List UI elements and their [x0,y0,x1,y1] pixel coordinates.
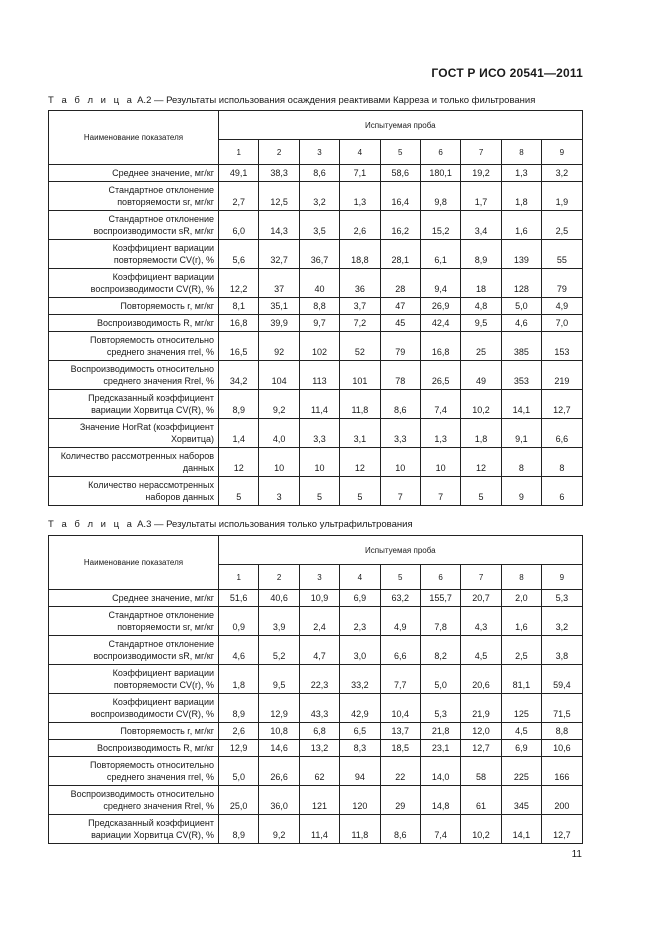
value-cell: 128 [501,269,541,298]
value-cell: 6,8 [299,723,339,740]
value-cell: 139 [501,240,541,269]
row-label: Среднее значение, мг/кг [49,590,219,607]
value-cell: 39,9 [259,315,299,332]
value-cell: 3,5 [299,211,339,240]
table-row [49,607,583,636]
row-label: Стандартное отклонение воспроизводимости sR, мг/кг [49,211,219,240]
table-row [49,590,583,607]
table-a3-header-name: Наименование показателя [49,536,219,590]
value-cell: 3,8 [542,636,582,665]
table-row [49,665,583,694]
value-cell: 9,1 [501,419,541,448]
value-cell: 12,5 [259,182,299,211]
value-cell: 47 [380,298,420,315]
value-cell: 120 [340,786,380,815]
value-cell: 7,4 [420,390,460,419]
value-cell: 61 [461,786,501,815]
value-cell: 6,9 [340,590,380,607]
value-cell: 7 [420,477,460,506]
table-a2-caption-text: А.2 — Результаты использования осаждения реактивами Карреза и только фильтрования [137,95,536,106]
value-cell: 125 [501,694,541,723]
value-cell: 6,6 [380,636,420,665]
value-cell: 6,9 [501,740,541,757]
row-label: Коэффициент вариации воспроизводимости CV(R), % [49,694,219,723]
value-cell: 14,1 [501,390,541,419]
value-cell: 9,4 [420,269,460,298]
value-cell: 8,8 [299,298,339,315]
value-cell: 4,9 [380,607,420,636]
table-row [49,361,583,390]
sample-number-header: 5 [380,565,420,590]
value-cell: 94 [340,757,380,786]
table-a3-caption [48,519,413,530]
value-cell: 36,0 [259,786,299,815]
value-cell: 11,4 [299,390,339,419]
value-cell: 11,8 [340,815,380,844]
sample-number-header: 9 [542,140,582,165]
value-cell: 12,9 [219,740,259,757]
value-cell: 18 [461,269,501,298]
value-cell: 8,1 [219,298,259,315]
value-cell: 23,1 [420,740,460,757]
table-row [49,636,583,665]
table-a3-body [49,590,583,844]
value-cell: 4,7 [299,636,339,665]
table-a2-header-group: Испытуемая проба [219,111,583,140]
table-row [49,390,583,419]
value-cell: 7,4 [420,815,460,844]
value-cell: 1,8 [461,419,501,448]
value-cell: 3,3 [380,419,420,448]
table-a3-caption-text: А.3 — Результаты использования только ультрафильтрования [137,519,413,530]
value-cell: 3,2 [299,182,339,211]
table-a2-body [49,165,583,506]
value-cell: 155,7 [420,590,460,607]
value-cell: 59,4 [542,665,582,694]
value-cell: 10 [420,448,460,477]
row-label: Стандартное отклонение воспроизводимости sR, мг/кг [49,636,219,665]
row-label: Предсказанный коэффициент вариации Хорвитца CV(R), % [49,815,219,844]
sample-number-header: 3 [299,565,339,590]
value-cell: 1,6 [501,607,541,636]
table-row [49,815,583,844]
value-cell: 49,1 [219,165,259,182]
value-cell: 45 [380,315,420,332]
value-cell: 28 [380,269,420,298]
value-cell: 19,2 [461,165,501,182]
value-cell: 10 [259,448,299,477]
value-cell: 385 [501,332,541,361]
value-cell: 353 [501,361,541,390]
table-row [49,298,583,315]
value-cell: 40 [299,269,339,298]
row-label: Повторяемость r, мг/кг [49,723,219,740]
value-cell: 180,1 [420,165,460,182]
table-a2-header-name: Наименование показателя [49,111,219,165]
page-number: 11 [571,849,582,860]
table-row [49,757,583,786]
value-cell: 8,9 [219,390,259,419]
row-label: Повторяемость относительно среднего значения rrel, % [49,332,219,361]
value-cell: 2,5 [501,636,541,665]
row-label: Предсказанный коэффициент вариации Хорвитца CV(R), % [49,390,219,419]
table-row [49,740,583,757]
value-cell: 12,7 [542,390,582,419]
sample-number-header: 7 [461,565,501,590]
value-cell: 3,4 [461,211,501,240]
value-cell: 79 [542,269,582,298]
value-cell: 35,1 [259,298,299,315]
sample-number-header: 4 [340,565,380,590]
value-cell: 5 [340,477,380,506]
row-label: Количество нерассмотренных наборов данных [49,477,219,506]
value-cell: 8,6 [299,165,339,182]
value-cell: 1,3 [501,165,541,182]
value-cell: 34,2 [219,361,259,390]
value-cell: 51,6 [219,590,259,607]
value-cell: 7,0 [542,315,582,332]
row-label: Коэффициент вариации повторяемости CV(r), % [49,665,219,694]
value-cell: 7,7 [380,665,420,694]
value-cell: 5,0 [219,757,259,786]
value-cell: 1,9 [542,182,582,211]
value-cell: 12,9 [259,694,299,723]
value-cell: 14,6 [259,740,299,757]
value-cell: 40,6 [259,590,299,607]
value-cell: 20,6 [461,665,501,694]
value-cell: 5 [299,477,339,506]
value-cell: 22,3 [299,665,339,694]
value-cell: 78 [380,361,420,390]
value-cell: 6,6 [542,419,582,448]
sample-number-header: 1 [219,140,259,165]
value-cell: 102 [299,332,339,361]
value-cell: 79 [380,332,420,361]
value-cell: 345 [501,786,541,815]
value-cell: 16,2 [380,211,420,240]
value-cell: 3,0 [340,636,380,665]
sample-number-header: 4 [340,140,380,165]
value-cell: 200 [542,786,582,815]
value-cell: 3 [259,477,299,506]
document-code: ГОСТ Р ИСО 20541—2011 [431,66,583,80]
sample-number-header: 8 [501,140,541,165]
value-cell: 14,3 [259,211,299,240]
value-cell: 7,8 [420,607,460,636]
value-cell: 7 [380,477,420,506]
value-cell: 4,5 [501,723,541,740]
value-cell: 7,1 [340,165,380,182]
value-cell: 7,2 [340,315,380,332]
value-cell: 2,5 [542,211,582,240]
value-cell: 5,0 [501,298,541,315]
value-cell: 225 [501,757,541,786]
row-label: Среднее значение, мг/кг [49,165,219,182]
value-cell: 5,0 [420,665,460,694]
value-cell: 36 [340,269,380,298]
table-row [49,694,583,723]
value-cell: 8,2 [420,636,460,665]
value-cell: 29 [380,786,420,815]
table-a2-caption [48,95,535,106]
value-cell: 9,8 [420,182,460,211]
value-cell: 18,8 [340,240,380,269]
value-cell: 21,9 [461,694,501,723]
value-cell: 13,2 [299,740,339,757]
value-cell: 12,2 [219,269,259,298]
value-cell: 25,0 [219,786,259,815]
value-cell: 12 [340,448,380,477]
value-cell: 5 [461,477,501,506]
value-cell: 9 [501,477,541,506]
value-cell: 9,2 [259,390,299,419]
value-cell: 92 [259,332,299,361]
sample-number-header: 6 [420,140,460,165]
value-cell: 16,4 [380,182,420,211]
sample-number-header: 9 [542,565,582,590]
value-cell: 2,0 [501,590,541,607]
value-cell: 8,9 [219,815,259,844]
value-cell: 8 [501,448,541,477]
value-cell: 10,2 [461,390,501,419]
value-cell: 113 [299,361,339,390]
value-cell: 5,2 [259,636,299,665]
value-cell: 6,5 [340,723,380,740]
value-cell: 12,7 [542,815,582,844]
sample-number-header: 2 [259,140,299,165]
table-row [49,723,583,740]
row-label: Количество рассмотренных наборов данных [49,448,219,477]
value-cell: 101 [340,361,380,390]
value-cell: 166 [542,757,582,786]
value-cell: 4,6 [501,315,541,332]
value-cell: 5,3 [420,694,460,723]
value-cell: 2,3 [340,607,380,636]
value-cell: 2,6 [219,723,259,740]
value-cell: 10,2 [461,815,501,844]
value-cell: 4,3 [461,607,501,636]
value-cell: 14,1 [501,815,541,844]
table-a3-header-group: Испытуемая проба [219,536,583,565]
table-row [49,211,583,240]
value-cell: 10,6 [542,740,582,757]
value-cell: 1,6 [501,211,541,240]
value-cell: 28,1 [380,240,420,269]
value-cell: 14,0 [420,757,460,786]
value-cell: 16,8 [420,332,460,361]
value-cell: 20,7 [461,590,501,607]
value-cell: 2,4 [299,607,339,636]
sample-number-header: 8 [501,565,541,590]
value-cell: 4,5 [461,636,501,665]
value-cell: 8 [542,448,582,477]
value-cell: 25 [461,332,501,361]
table-row [49,448,583,477]
value-cell: 10,4 [380,694,420,723]
value-cell: 1,3 [420,419,460,448]
value-cell: 12 [219,448,259,477]
value-cell: 104 [259,361,299,390]
value-cell: 6,0 [219,211,259,240]
value-cell: 9,5 [259,665,299,694]
table-row [49,182,583,211]
row-label: Стандартное отклонение повторяемости sr, мг/кг [49,607,219,636]
value-cell: 15,2 [420,211,460,240]
value-cell: 6 [542,477,582,506]
value-cell: 8,9 [219,694,259,723]
value-cell: 36,7 [299,240,339,269]
value-cell: 11,4 [299,815,339,844]
value-cell: 42,9 [340,694,380,723]
sample-number-header: 5 [380,140,420,165]
value-cell: 18,5 [380,740,420,757]
value-cell: 49 [461,361,501,390]
table-a3-caption-label: Т а б л и ц а [48,519,135,530]
value-cell: 9,2 [259,815,299,844]
value-cell: 2,7 [219,182,259,211]
value-cell: 10 [299,448,339,477]
row-label: Повторяемость r, мг/кг [49,298,219,315]
value-cell: 6,1 [420,240,460,269]
value-cell: 9,5 [461,315,501,332]
value-cell: 153 [542,332,582,361]
row-label: Повторяемость относительно среднего значения rrel, % [49,757,219,786]
value-cell: 3,1 [340,419,380,448]
table-a2 [48,110,583,506]
value-cell: 10,8 [259,723,299,740]
value-cell: 32,7 [259,240,299,269]
value-cell: 14,8 [420,786,460,815]
value-cell: 12 [461,448,501,477]
table-row [49,165,583,182]
sample-number-header: 3 [299,140,339,165]
value-cell: 21,8 [420,723,460,740]
row-label: Воспроизводимость относительно среднего значения Rrel, % [49,361,219,390]
value-cell: 1,3 [340,182,380,211]
value-cell: 71,5 [542,694,582,723]
value-cell: 5 [219,477,259,506]
value-cell: 1,7 [461,182,501,211]
value-cell: 13,7 [380,723,420,740]
value-cell: 22 [380,757,420,786]
value-cell: 8,9 [461,240,501,269]
value-cell: 63,2 [380,590,420,607]
value-cell: 4,8 [461,298,501,315]
value-cell: 4,6 [219,636,259,665]
table-row [49,786,583,815]
value-cell: 16,5 [219,332,259,361]
table-a3 [48,535,583,844]
value-cell: 8,3 [340,740,380,757]
value-cell: 4,0 [259,419,299,448]
value-cell: 8,8 [542,723,582,740]
value-cell: 1,8 [501,182,541,211]
value-cell: 37 [259,269,299,298]
value-cell: 42,4 [420,315,460,332]
value-cell: 10 [380,448,420,477]
value-cell: 3,2 [542,607,582,636]
value-cell: 81,1 [501,665,541,694]
sample-number-header: 6 [420,565,460,590]
value-cell: 26,9 [420,298,460,315]
table-row [49,269,583,298]
sample-number-header: 1 [219,565,259,590]
value-cell: 12,0 [461,723,501,740]
sample-number-header: 7 [461,140,501,165]
table-row [49,419,583,448]
value-cell: 38,3 [259,165,299,182]
value-cell: 3,7 [340,298,380,315]
value-cell: 5,3 [542,590,582,607]
value-cell: 11,8 [340,390,380,419]
value-cell: 55 [542,240,582,269]
value-cell: 4,9 [542,298,582,315]
value-cell: 58 [461,757,501,786]
table-row [49,240,583,269]
value-cell: 62 [299,757,339,786]
row-label: Коэффициент вариации воспроизводимости CV(R), % [49,269,219,298]
row-label: Стандартное отклонение повторяемости sr, мг/кг [49,182,219,211]
value-cell: 3,3 [299,419,339,448]
row-label: Воспроизводимость относительно среднего значения Rrel, % [49,786,219,815]
value-cell: 1,8 [219,665,259,694]
value-cell: 10,9 [299,590,339,607]
value-cell: 33,2 [340,665,380,694]
row-label: Значение HorRat (коэффициент Хорвитца) [49,419,219,448]
row-label: Воспроизводимость R, мг/кг [49,740,219,757]
value-cell: 9,7 [299,315,339,332]
value-cell: 3,9 [259,607,299,636]
value-cell: 12,7 [461,740,501,757]
value-cell: 5,6 [219,240,259,269]
value-cell: 52 [340,332,380,361]
table-row [49,332,583,361]
value-cell: 43,3 [299,694,339,723]
value-cell: 219 [542,361,582,390]
table-row [49,315,583,332]
value-cell: 3,2 [542,165,582,182]
table-row [49,477,583,506]
value-cell: 58,6 [380,165,420,182]
value-cell: 1,4 [219,419,259,448]
sample-number-header: 2 [259,565,299,590]
row-label: Воспроизводимость R, мг/кг [49,315,219,332]
value-cell: 8,6 [380,390,420,419]
table-a2-caption-label: Т а б л и ц а [48,95,135,106]
value-cell: 121 [299,786,339,815]
value-cell: 16,8 [219,315,259,332]
value-cell: 26,6 [259,757,299,786]
value-cell: 26,5 [420,361,460,390]
value-cell: 2,6 [340,211,380,240]
value-cell: 8,6 [380,815,420,844]
row-label: Коэффициент вариации повторяемости CV(r), % [49,240,219,269]
value-cell: 0,9 [219,607,259,636]
